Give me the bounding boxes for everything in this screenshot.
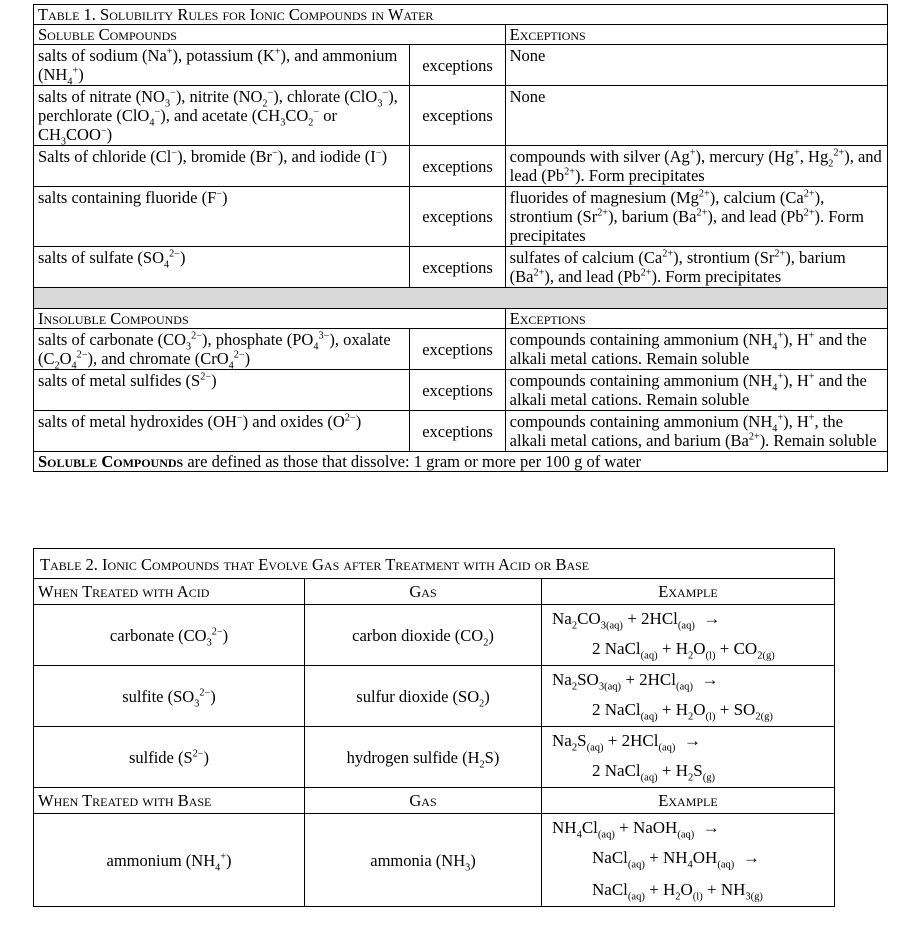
example-header: Example <box>542 788 835 814</box>
rule-cell: salts of metal sulfides $(S^{2-})$ <box>34 370 410 411</box>
exceptions-label: exceptions <box>410 187 505 247</box>
insoluble-compounds-header: Insoluble Compounds <box>34 309 506 329</box>
rule-cell: salts of sulfate $(SO_4^{2-})$ <box>34 247 410 288</box>
footnote-text: are defined as those that dissolve: 1 gram or more per 100 g of water <box>183 452 641 471</box>
exception-cell: None <box>505 45 887 86</box>
example-cell: $NH_4Cl_{(aq)}$ + NaOH$_{(aq)}$ → NaCl$_{(aq)}$ + $NH_4OH_{(aq)}$ → NaCl$_{(aq)}$ + $H_2O_{(l)} + NH_{3(g)}$ <box>542 814 835 907</box>
rule-cell: salts of metal hydroxides (OH−) and oxides $(O^{2-})$ <box>34 411 410 452</box>
exception-cell: None <box>505 86 887 146</box>
table-row <box>34 411 888 452</box>
example-cell: $Na_2SO_{3(aq)} + 2HCl_{(aq)}$ → 2 NaCl$_{(aq)}$ + $H_2O_{(l)} + SO_{2(g)}$ <box>542 666 835 727</box>
gas-header: Gas <box>305 788 542 814</box>
example-cell: $Na_2CO_{3(aq)} + 2HCl_{(aq)}$ → 2 NaCl$_{(aq)}$ + $H_2O_{(l)} + CO_{2(g)}$ <box>542 605 835 666</box>
table-row <box>34 370 888 411</box>
table-row <box>34 666 835 727</box>
table-row <box>34 187 888 247</box>
table1-title: Table 1. Solubility Rules for Ionic Compounds in Water <box>34 5 888 25</box>
rule-cell: salts of sodium (Na+), potassium (K+), and ammonium $(NH_4^+)$ <box>34 45 410 86</box>
gas-header: Gas <box>305 579 542 605</box>
table-row <box>34 247 888 288</box>
exceptions-label: exceptions <box>410 86 505 146</box>
footnote-bold: Soluble Compounds <box>38 452 184 471</box>
base-header: When Treated with Base <box>34 788 305 814</box>
table-row <box>34 45 888 86</box>
ion-cell: carbonate $(CO_3^{2-})$ <box>34 605 305 666</box>
exceptions-header: Exceptions <box>505 309 887 329</box>
exception-cell: fluorides of magnesium $(Mg^{2+})$, calcium $(Ca^{2+})$, strontium $(Sr^{2+})$, barium $(Ba^{2+})$, and lead $(Pb^{2+})$. Form precipitates <box>505 187 887 247</box>
rule-cell: salts of nitrate $(NO_3^-)$, nitrite $(NO_2^-)$, chlorate (ClO$_3$−), perchlorate (ClO$_4$−), and acetate ($CH_3CO_2^-$ or $CH_3COO^-$) <box>34 86 410 146</box>
exceptions-label: exceptions <box>410 370 505 411</box>
gas-cell: carbon dioxide $(CO_2)$ <box>305 605 542 666</box>
exceptions-label: exceptions <box>410 146 505 187</box>
table1-footnote <box>34 452 888 472</box>
table2-title: Table 2. Ionic Compounds that Evolve Gas after Treatment with Acid or Base <box>34 549 835 579</box>
exceptions-label: exceptions <box>410 329 505 370</box>
section-divider <box>34 288 888 309</box>
solubility-rules-table <box>33 4 888 472</box>
gas-cell: hydrogen sulfide $(H_2S)$ <box>305 727 542 788</box>
example-header: Example <box>542 579 835 605</box>
table-row <box>34 814 835 907</box>
ion-cell: ammonium $(NH_4^+)$ <box>34 814 305 907</box>
acid-header: When Treated with Acid <box>34 579 305 605</box>
exceptions-label: exceptions <box>410 45 505 86</box>
exception-cell: compounds containing ammonium $(NH_4^+)$, H+ and the alkali metal cations. Remain soluble <box>505 370 887 411</box>
table-row <box>34 86 888 146</box>
rule-cell: Salts of chloride (Cl−), bromide (Br−), and iodide (I−) <box>34 146 410 187</box>
table-row <box>34 329 888 370</box>
gas-cell: ammonia $(NH_3)$ <box>305 814 542 907</box>
rule-cell: salts containing fluoride (F−) <box>34 187 410 247</box>
gas-cell: sulfur dioxide $(SO_2)$ <box>305 666 542 727</box>
table-row <box>34 146 888 187</box>
exception-cell: sulfates of calcium $(Ca^{2+})$, strontium $(Sr^{2+})$, barium $(Ba^{2+})$, and lead $(Pb^{2+})$. Form precipitates <box>505 247 887 288</box>
example-cell: $Na_2S_{(aq)} + 2HCl_{(aq)}$ → 2 NaCl$_{(aq)}$ + $H_2S_{(g)}$ <box>542 727 835 788</box>
ion-cell: sulfide $(S^{2-})$ <box>34 727 305 788</box>
exception-cell: compounds containing ammonium $(NH_4^+)$, H+, the alkali metal cations, and barium $(Ba^{2+})$. Remain soluble <box>505 411 887 452</box>
gas-evolution-table <box>33 548 835 907</box>
exception-cell: compounds with silver (Ag+), mercury (Hg+, $Hg_2^{2+}$), and lead $(Pb^{2+})$. Form precipitates <box>505 146 887 187</box>
exceptions-label: exceptions <box>410 411 505 452</box>
table-row <box>34 605 835 666</box>
soluble-compounds-header: Soluble Compounds <box>34 25 506 45</box>
exception-cell: compounds containing ammonium $(NH_4^+)$, H+ and the alkali metal cations. Remain soluble <box>505 329 887 370</box>
ion-cell: sulfite $(SO_3^{2-})$ <box>34 666 305 727</box>
rule-cell: salts of carbonate $(CO_3^{2-})$, phosphate $(PO_4^{3-})$, oxalate $(C_2O_4^{2-})$, and chromate (CrO$_4^{2-}$) <box>34 329 410 370</box>
exceptions-header: Exceptions <box>505 25 887 45</box>
exceptions-label: exceptions <box>410 247 505 288</box>
table-row <box>34 727 835 788</box>
